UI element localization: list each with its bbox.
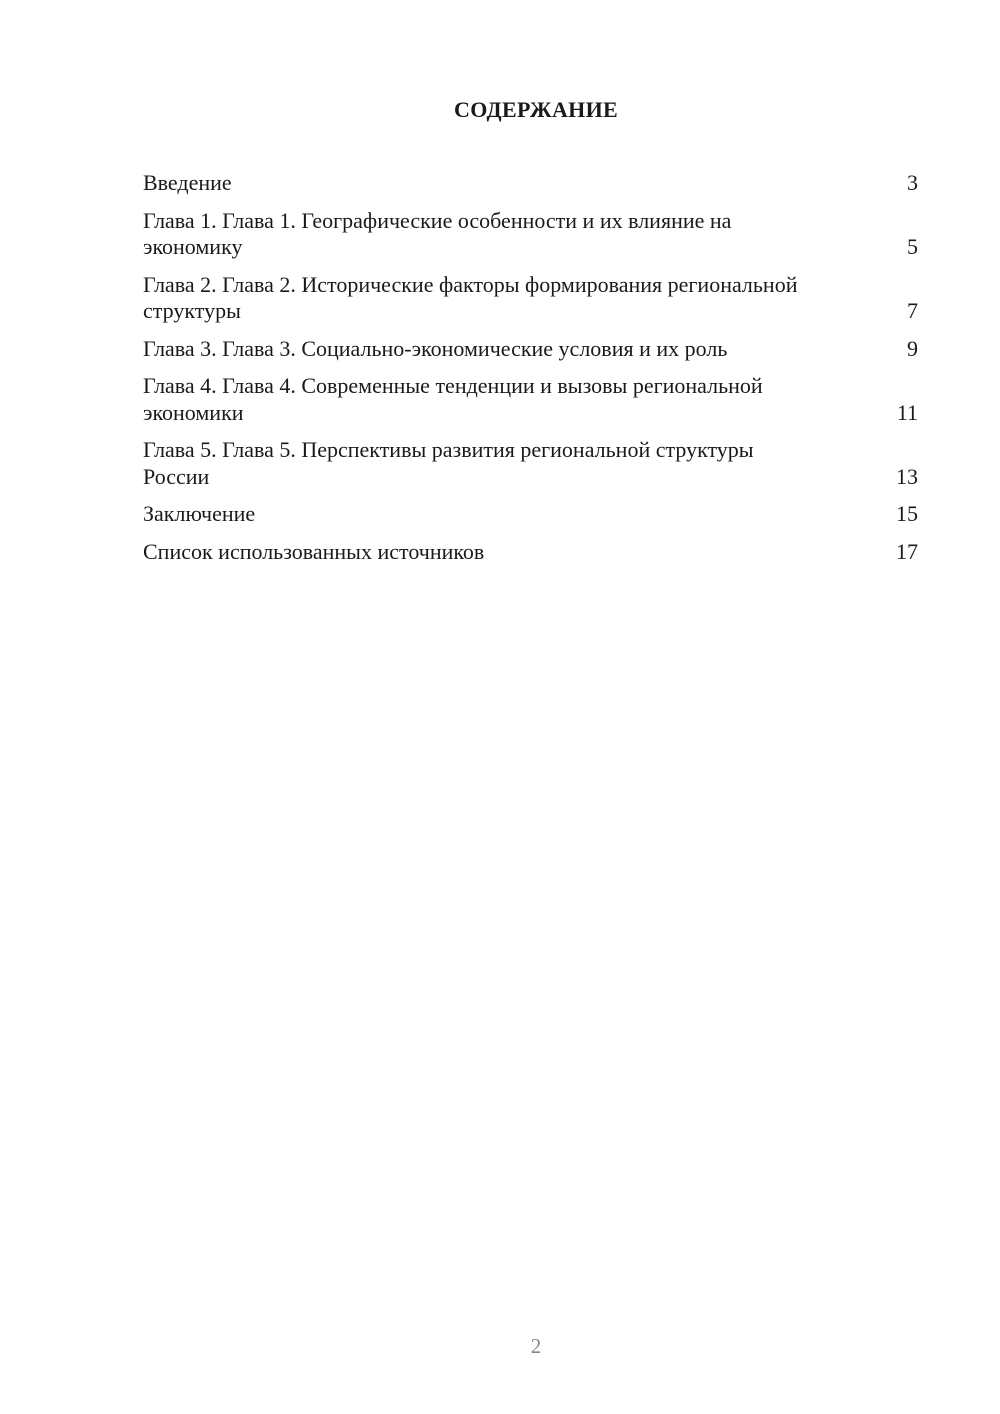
toc-entry-references[interactable] (143, 539, 918, 566)
toc-entry-text: Глава 5. Глава 5. Перспективы развития региональной структуры России (143, 437, 754, 489)
toc-entry-page: 13 (896, 463, 918, 489)
toc-entry-page: 17 (896, 538, 918, 564)
toc-entry-text: Глава 4. Глава 4. Современные тенденции и вызовы региональной экономики (143, 373, 763, 425)
toc-entry-text: Заключение (143, 501, 256, 526)
toc-entry-introduction[interactable] (143, 170, 918, 197)
toc-entry-chapter-5[interactable] (143, 437, 918, 490)
toc-entry-text: Глава 2. Глава 2. Исторические факторы формирования региональной структуры (143, 271, 798, 323)
toc-list (143, 170, 918, 576)
toc-entry-chapter-4[interactable] (143, 373, 918, 426)
toc-entry-text: Глава 1. Глава 1. Географические особенности и их влияние на экономику (143, 207, 732, 259)
toc-entry-page: 5 (907, 234, 918, 259)
toc-entry-text: Глава 3. Глава 3. Социально-экономические условия и их роль (143, 335, 728, 361)
toc-entry-page: 3 (907, 170, 918, 195)
toc-entry-page: 11 (896, 399, 918, 425)
toc-entry-page: 9 (907, 335, 918, 361)
toc-entry-chapter-3[interactable] (143, 336, 918, 363)
toc-entry-page: 7 (907, 298, 918, 323)
toc-entry-conclusion[interactable] (143, 501, 918, 528)
toc-entry-page: 15 (896, 501, 918, 526)
toc-title: СОДЕРЖАНИЕ (454, 97, 618, 122)
toc-entry-text: Введение (143, 170, 232, 195)
toc-entry-chapter-1[interactable] (143, 208, 918, 261)
toc-entry-text: Список использованных источников (143, 538, 485, 564)
toc-entry-chapter-2[interactable] (143, 272, 918, 325)
page-number: 2 (530, 1334, 542, 1358)
